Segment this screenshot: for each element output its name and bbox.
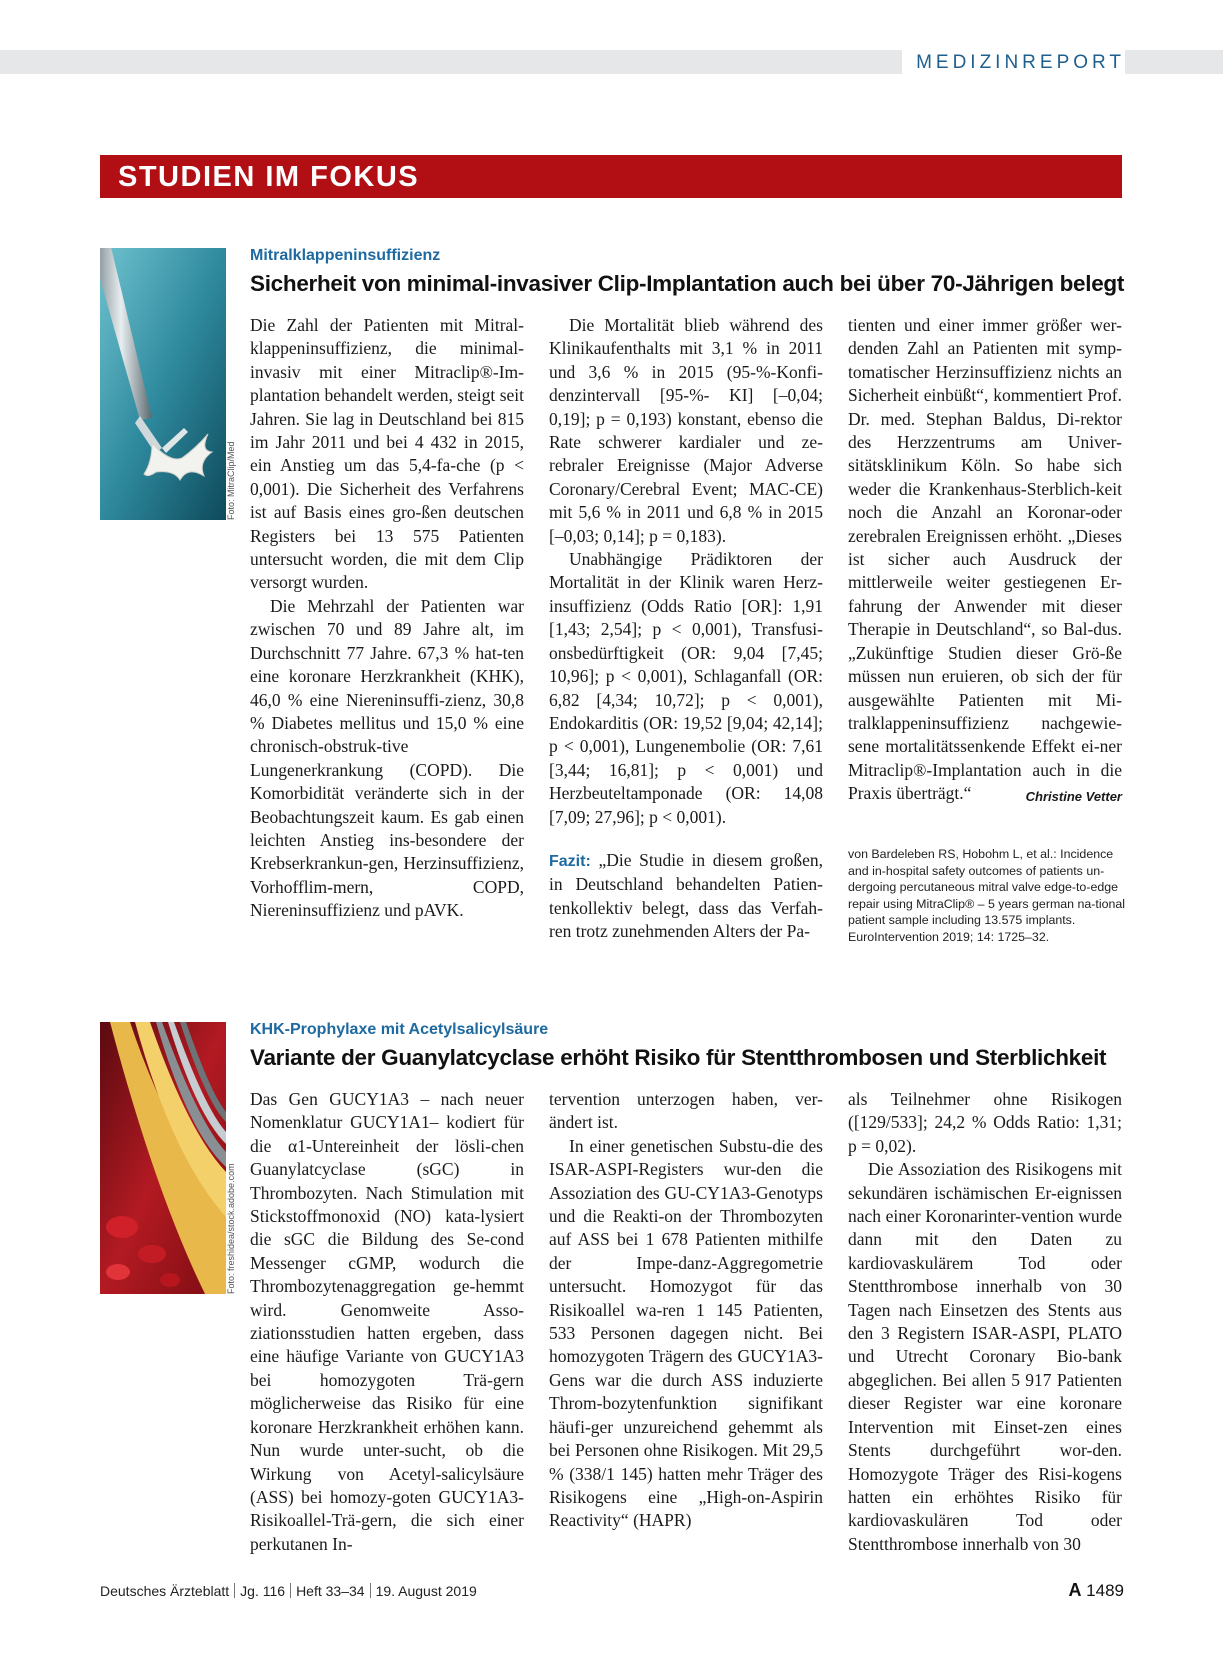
fazit-label: Fazit: [549,852,591,870]
fazit-paragraph [549,849,823,944]
page-prefix: A [1068,1580,1082,1600]
reference: von Bardeleben RS, Hobohm L, et al.: Incidence and in-hospital safety outcomes of patients un-dergoing percutaneous mitral valve edge-to-edge repair using MitraClip® – 5 years german na-tional patient sample including 13.575 implants. EuroIntervention 2019; 14: 1725–32. [848,847,1126,944]
page-number-value: 1489 [1086,1581,1124,1600]
article1-column-1 [250,314,524,923]
issue: Heft 33–34 [296,1583,365,1599]
author-name: Christine Vetter [1025,789,1122,805]
article1-headline: Sicherheit von minimal-invasiver Clip-Implantation auch bei über 70-Jährigen belegt [250,271,1125,296]
section-label: MEDIZINREPORT [902,50,1125,74]
mitraclip-image [100,248,226,520]
article2-headline: Variante der Guanylatcyclase erhöht Risiko für Stentthrombosen und Sterblichkeit [250,1045,1107,1070]
paragraph: Die Mehrzahl der Patienten war zwischen 70 und 89 Jahre alt, im Durchschnitt 77 Jahre. 67,3 % hat-ten eine koronare Herzkrankheit (KHK), 46,0 % eine Niereninsuffi-zienz, 30,8 % Diabetes mellitus und 15,0 % eine chronisch-obstruk-tive Lungenerkrankung (COPD). Die Komorbidität veränderte sich in der Beobachtungszeit kaum. Es gab einen leichten Anstieg ins-besondere der Krebserkrankun-gen, Herzinsuffizienz, Vorhofflim-mern, COPD, Niereninsuffizienz und pAVK. [250,595,524,921]
mitraclip-photo [100,248,226,520]
fazit-text: „Die Studie in diesem großen, in Deutschland behandelten Patien-tenkollektiv belegt, dass das Verfah-ren trotz zunehmenden Alters der Pa- [549,849,823,942]
paragraph: Unabhängige Prädiktoren der Mortalität in der Klinik waren Herz-insuffizienz (Odds Ratio [OR]: 1,91 [1,43; 2,54]; p < 0,001), Transfusi-onsbedürftigkeit (OR: 9,04 [7,45; 10,96]; p < 0,001), Schlaganfall (OR: 6,82 [4,34; 10,72]; p < 0,001), Endokarditis (OR: 19,52 [9,04; 42,14]; p < 0,001), Lungenembolie (OR: 7,61 [3,44; 16,81]; p < 0,001) und Herzbeuteltamponade (OR: 14,08 [7,09; 27,96]; p < 0,001). [549,549,823,827]
stent-image [100,1022,226,1294]
paragraph: Die Mortalität blieb während des Klinikaufenthalts mit 3,1 % in 2011 und 3,6 % in 2015 (95-%-Konfi-denzintervall [95-%- KI] [–0,04; 0,19]; p = 0,193) konstant, ebenso die Rate schwerer kardialer und ze-rebraler Ereignisse (Major Adverse Coronary/Cerebral Event; MAC-CE) mit 5,6 % in 2011 und 6,8 % in 2015 [–0,03; 0,14]; p = 0,183). [549,315,823,546]
paragraph-text: tienten und einer immer größer wer-denden Zahl an Patienten mit symp-tomatischer Herzinsuffizienz nichts an Sicherheit einbüßt“, kommentiert Prof. Dr. med. Stephan Baldus, Di-rektor des Herzzentrums am Univer-sitätsklinikum Köln. So habe sich weder die Krankenhaus-Sterblich-keit noch die Anzahl an Koronar-oder zerebralen Ereignissen erhöht. „Dieses ist sicher auch Ausdruck der mittlerweile weiter gestiegenen Er-fahrung der Anwender mit dieser Therapie in Deutschland“, so Bal-dus. „Zukünftige Studien dieser Grö-ße müssen nun eruieren, ob sich der für ausgewählte Patienten mit Mi-tralklappeninsuffizienz nachgewie-sene mortalitätssenkende Effekt ei-ner Mitraclip®-Implantation auch in die Praxis überträgt.“ [848,315,1122,804]
separator [290,1583,291,1598]
paragraph: Das Gen GUCY1A3 – nach neuer Nomenklatur GUCY1A1– kodiert für die α1-Untereinheit der lösli-chen Guanylatcyclase (sGC) in Thrombozyten. Nach Stimulation mit Stickstoffmonoxid (NO) kata-lysiert die sGC die Bildung des Se-cond Messenger cGMP, wodurch die Thrombozytenaggregation ge-hemmt wird. Genomweite Asso-ziationsstudien hatten ergeben, dass eine häufige Variante von GUCY1A3 bei homozygoten Trä-gern möglicherweise das Risiko für eine koronare Herzkrankheit erhöhen kann. Nun wurde unter-sucht, ob die Wirkung von Acetyl-salicylsäure (ASS) bei homozy-goten GUCY1A3-Risikoallel-Trä-gern, die sich einer perkutanen In- [250,1089,524,1554]
article2-column-3 [848,1088,1122,1556]
article2-column-2 [549,1088,823,1533]
article1-column-2 [549,314,823,944]
paragraph: Die Zahl der Patienten mit Mitral-klappeninsuffizienz, die minimal-invasiv mit einer Mitraclip®-Im-plantation behandelt werden, steigt seit Jahren. Sie lag in Deutschland bei 815 im Jahr 2011 und bei 4 432 in 2015, ein Anstieg um das 5,4-fa-che (p < 0,001). Die Sicherheit des Verfahrens ist auf Basis eines gro-ßen deutschen Registers bei 13 575 Patienten untersucht worden, die mit dem Clip versorgt wurden. [250,315,524,593]
journal-name: Deutsches Ärzteblatt [100,1583,230,1599]
paragraph: tervention unterzogen haben, ver-ändert ist. [549,1089,823,1133]
photo-credit-1: Foto: MitraClip/Med [226,441,236,520]
separator [234,1583,235,1598]
paragraph: Die Assoziation des Risikogens mit sekundären ischämischen Er-eignissen nach einer Koronarinter-vention wurde dann mit den Daten zu kardiovaskulärem Tod oder Stentthrombose innerhalb von 30 Tagen nach Einsetzen des Stents aus den 3 Registern ISAR-ASPI, PLATO und Utrecht Coronary Bio-bank abgeglichen. Bei allen 5 917 Patienten dieser Register war eine koronare Intervention mit Einset-zen eines Stents durchgeführt wor-den. Homozygote Träger des Risi-kogens hatten ein erhöhtes Risiko für kardiovaskulären Tod oder Stentthrombose innerhalb von 30 [848,1159,1122,1554]
article2-kicker: KHK-Prophylaxe mit Acetylsalicylsäure [250,1021,549,1038]
separator [370,1583,371,1598]
article2-column-1 [250,1088,524,1556]
banner-title: STUDIEN IM FOKUS [118,161,420,193]
article1-column-3 [848,314,1122,809]
paragraph [848,314,1122,806]
page-number [1068,1580,1124,1601]
paragraph: In einer genetischen Substu-die des ISAR-ASPI-Registers wur-den die Assoziation des GU-CY1A3-Genotyps und die Reakti-on der Thrombozyten auf ASS bei 1 678 Patienten mithilfe der Impe-danz-Aggregometrie untersucht. Homozygot für das Risikoallel wa-ren 1 145 Patienten, 533 Personen dagegen nicht. Bei homozygoten Trägern des GUCY1A3-Gens war die durch ASS induzierte Throm-bozytenfunktion signifikant häufi-ger unzureichend gehemmt als bei Personen ohne Risikogen. Mit 29,5 % (338/1 145) hatten mehr Träger des Risikogens eine „High-on-Aspirin Reactivity“ (HAPR) [549,1135,823,1531]
photo-credit-2: Foto: freshidea/stock.adobe.com [226,1163,236,1294]
footer-citation [100,1583,477,1599]
paragraph: als Teilnehmer ohne Risikogen ([129/533]; 24,2 % Odds Ratio: 1,31; p = 0,02). [848,1089,1122,1156]
issue-date: 19. August 2019 [375,1583,477,1599]
article1-kicker: Mitralklappeninsuffizienz [250,247,441,264]
volume: Jg. 116 [240,1583,286,1599]
stent-photo [100,1022,226,1294]
